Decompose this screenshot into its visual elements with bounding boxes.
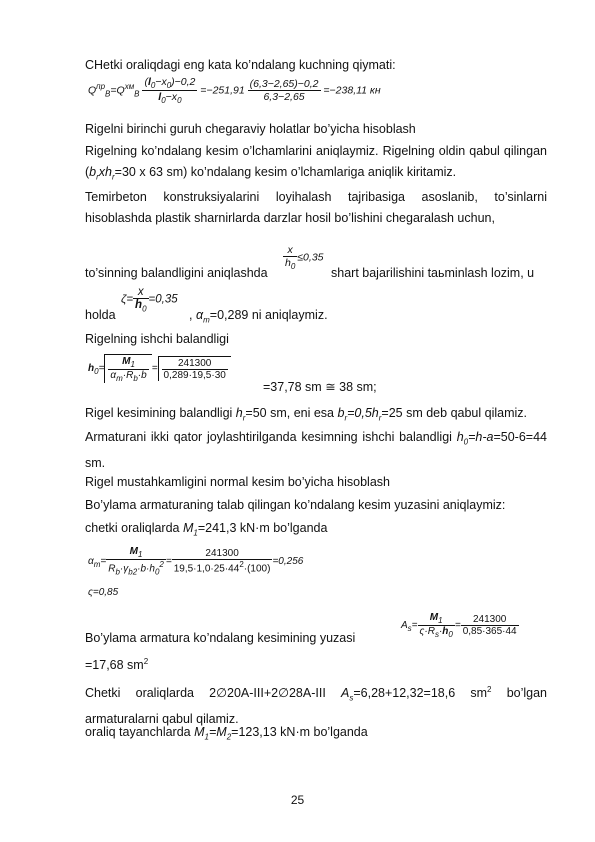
zeta-line: holda , $\alpha_m=0,289$ ni aniqlaymiz. [85,308,328,325]
condition-text-right: shart bajarilishini taьminlash lozim, u [331,266,535,280]
condition-text-left: to’sinning balandligini aniqlashda [85,266,268,280]
working-height-formula: $h_0=$ $\frac{M_1}{\alpha_m\cdot R_b\cdot b}$ = $\frac{241300}{0,289\cdot 19,5\cdot 30}$ [88,354,231,383]
paragraph-reinforcement: Chetki oraliqlarda 2∅20A-III+2∅28A-III $A_s=6,28+12,32=18,6$ $sm^2$ bo’lgan armaturalarni qabul qilamiz. [85,685,548,726]
page-number: 25 [290,793,305,807]
condition-line [85,265,547,281]
alpha-m-formula: $\alpha_m=$ $\frac{M_1}{R_b\cdot\gamma_{b2}\cdot b\cdot h_0^2}$ = $\frac{241300}{19,5\cdot 1,0\cdot 25\cdot 44^2\cdot(100)}$ =0,256 [88,546,304,577]
shear-force-formula: $Q^{пр}_B=Q^{хм}_B$ $\frac{(l_0-x_0)-0,2}{l_0-x_0}$ =−251,91 $\frac{(6,3-2,65)-0,2}{6,3-2,65}$ =−238,11 кн [88,76,381,106]
moment-line: chetki oraliqlarda $M_1=241,3$ kN·m bo’lganda [85,521,328,538]
section-heading-1: Rigelni birinchi guruh chegaraviy holatlar bo’yicha hisoblash [85,122,416,136]
zeta-value-formula: ς=0,85 [88,587,119,598]
paragraph-working-height: Armaturani ikki qator joylashtirilganda kesimning ishchi balandligi $h_0=h-a=50-6=44$ sm. [85,430,547,470]
paragraph-section-height: Rigel kesimining balandligi $h_r=50$ sm, eni esa $b_r=0,5h_r=25$ sm deb qabul qilamiz. [85,406,527,423]
section-heading-3: Rigel mustahkamligini normal kesim bo’yicha hisoblash [85,475,390,489]
support-moment-line: oraliq tayanchlarda $M_1=M_2=123,13$ kN·m bo’lganda [85,725,368,742]
intro-line: CHetki oraliqdagi eng kata ko’ndalang kuchning qiymati: [85,58,396,72]
paragraph-design-a: Temirbeton konstruksiyalarini loyihalash tajribasiga asoslanib, to’sinlarni hisoblashda plastik sharnirlarda darzlar hosil bo’lishini chegaralash uchun, [85,190,547,225]
area-result: =17,68 $sm^2$ [85,657,149,673]
working-height-result: =37,78 sm ≅ 38 sm; [263,380,377,394]
paragraph-dimensions: Rigelning ko’ndalang kesim o’lchamlarini aniqlaymiz. Rigelning oldin qabul qilingan ($b_rxh_r=30$ x 63 sm) ko’ndalang kesim o’lchamlariga aniqlik kiritamiz. [85,144,547,182]
section-heading-2: Rigelning ishchi balandligi [85,332,229,346]
ratio-condition-formula: $\frac{x}{h_0}$ ≤0,35 [285,244,324,272]
section-heading-4: Bo’ylama armaturaning talab qilingan ko’ndalang kesim yuzasini aniqlaymiz: [85,498,506,512]
zeta-formula: ζ= $\frac{x}{h_0}$ =0,35 [121,286,178,314]
zeta-text-left: holda [85,308,116,322]
area-line: Bo’ylama armatura ko’ndalang kesimining yuzasi [85,631,356,645]
steel-area-formula: $A_s=$ $\frac{M_1}{\varsigma\cdot R_s\cdot h_0}$ = $\frac{241300}{0,85\cdot 365\cdot 44}$ [401,612,517,639]
